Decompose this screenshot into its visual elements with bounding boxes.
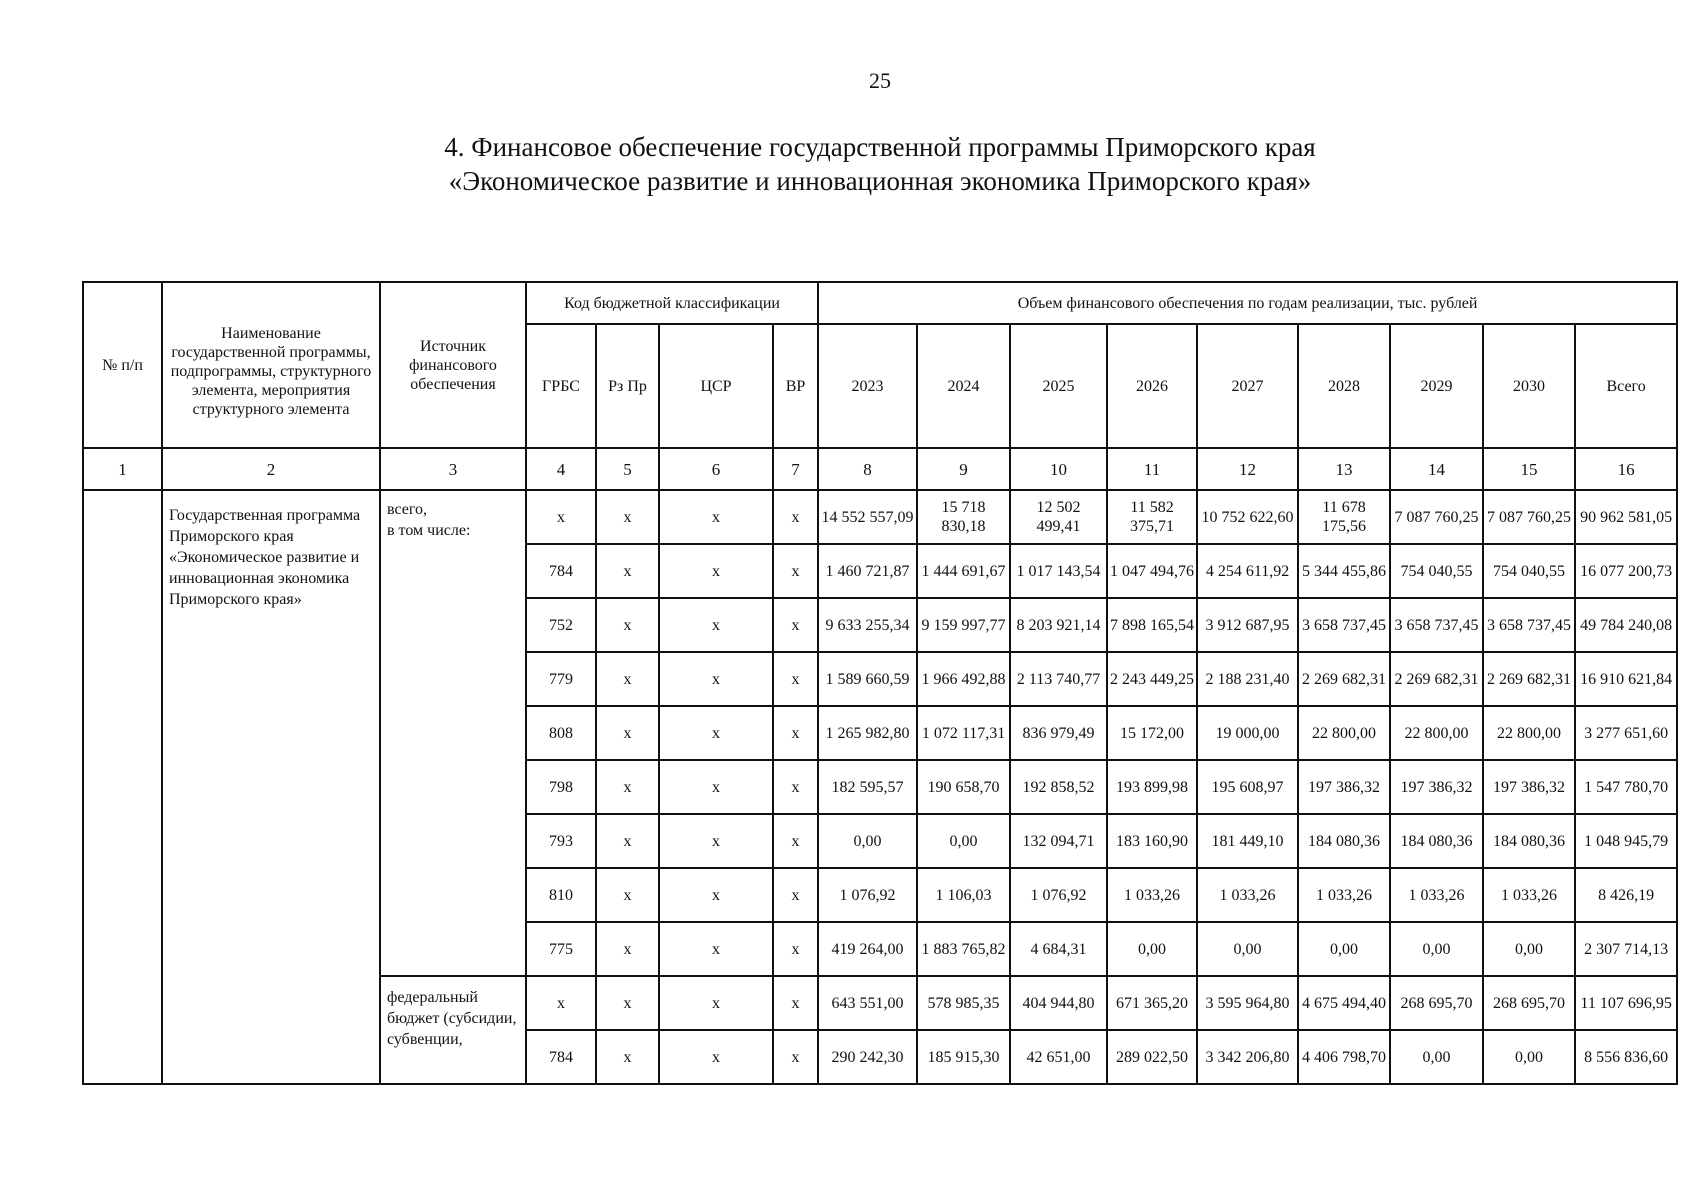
year-value-cell: 193 899,98 [1107, 760, 1197, 814]
year-value-cell: 1 106,03 [917, 868, 1010, 922]
year-value-cell: 192 858,52 [1010, 760, 1107, 814]
grbs-cell: 752 [526, 598, 596, 652]
year-value-cell: 182 595,57 [818, 760, 917, 814]
csr-cell: х [659, 1030, 773, 1084]
total-value-cell: 16 077 200,73 [1575, 544, 1677, 598]
year-value-cell: 671 365,20 [1107, 976, 1197, 1030]
header-year: 2028 [1298, 324, 1390, 448]
year-value-cell: 197 386,32 [1483, 760, 1575, 814]
year-value-cell: 268 695,70 [1390, 976, 1483, 1030]
rzpr-cell: х [596, 760, 659, 814]
grbs-cell: 808 [526, 706, 596, 760]
page-number: 25 [869, 68, 891, 93]
year-value-cell: 290 242,30 [818, 1030, 917, 1084]
csr-cell: х [659, 544, 773, 598]
csr-cell: х [659, 976, 773, 1030]
year-value-cell: 190 658,70 [917, 760, 1010, 814]
year-value-cell: 754 040,55 [1483, 544, 1575, 598]
year-value-cell: 11 678 175,56 [1298, 490, 1390, 544]
year-value-cell: 1 589 660,59 [818, 652, 917, 706]
year-value-cell: 5 344 455,86 [1298, 544, 1390, 598]
header-vr: ВР [773, 324, 818, 448]
year-value-cell: 1 265 982,80 [818, 706, 917, 760]
csr-cell: х [659, 760, 773, 814]
vr-cell: х [773, 814, 818, 868]
csr-cell: х [659, 490, 773, 544]
grbs-cell: 775 [526, 922, 596, 976]
year-value-cell: 1 017 143,54 [1010, 544, 1107, 598]
year-value-cell: 15 718 830,18 [917, 490, 1010, 544]
vr-cell: х [773, 868, 818, 922]
csr-cell: х [659, 598, 773, 652]
year-value-cell: 1 033,26 [1390, 868, 1483, 922]
header-year: 2024 [917, 324, 1010, 448]
year-value-cell: 3 342 206,80 [1197, 1030, 1298, 1084]
header-row-1 [83, 282, 1677, 324]
financing-table [82, 281, 1678, 1085]
year-value-cell: 197 386,32 [1298, 760, 1390, 814]
header-total: Всего [1575, 324, 1677, 448]
column-numbers-row [83, 448, 1677, 490]
year-value-cell: 181 449,10 [1197, 814, 1298, 868]
col-number: 1 [83, 448, 162, 490]
header-grbs: ГРБС [526, 324, 596, 448]
year-value-cell: 4 675 494,40 [1298, 976, 1390, 1030]
header-year: 2025 [1010, 324, 1107, 448]
col-number: 7 [773, 448, 818, 490]
col-number: 13 [1298, 448, 1390, 490]
col-number: 12 [1197, 448, 1298, 490]
year-value-cell: 643 551,00 [818, 976, 917, 1030]
source-federal-cell: федеральный бюджет (субсидии, субвенции, [380, 976, 526, 1084]
table-body [83, 490, 1677, 1084]
year-value-cell: 2 269 682,31 [1298, 652, 1390, 706]
year-value-cell: 3 912 687,95 [1197, 598, 1298, 652]
total-value-cell: 2 307 714,13 [1575, 922, 1677, 976]
year-value-cell: 0,00 [917, 814, 1010, 868]
total-value-cell: 16 910 621,84 [1575, 652, 1677, 706]
year-value-cell: 1 883 765,82 [917, 922, 1010, 976]
col-number: 4 [526, 448, 596, 490]
header-year: 2029 [1390, 324, 1483, 448]
year-value-cell: 404 944,80 [1010, 976, 1107, 1030]
year-value-cell: 9 159 997,77 [917, 598, 1010, 652]
header-name: Наименование государственной программы, подпрограммы, структурного элемента, мероприятия структурного элемента [162, 282, 380, 448]
col-number: 16 [1575, 448, 1677, 490]
csr-cell: х [659, 868, 773, 922]
year-value-cell: 185 915,30 [917, 1030, 1010, 1084]
csr-cell: х [659, 652, 773, 706]
total-value-cell: 1 547 780,70 [1575, 760, 1677, 814]
year-value-cell: 10 752 622,60 [1197, 490, 1298, 544]
year-value-cell: 836 979,49 [1010, 706, 1107, 760]
total-value-cell: 11 107 696,95 [1575, 976, 1677, 1030]
year-value-cell: 3 595 964,80 [1197, 976, 1298, 1030]
col-number: 3 [380, 448, 526, 490]
rzpr-cell: х [596, 652, 659, 706]
document-title [0, 130, 1697, 198]
grbs-cell: 784 [526, 544, 596, 598]
vr-cell: х [773, 544, 818, 598]
year-value-cell: 184 080,36 [1298, 814, 1390, 868]
grbs-cell: 798 [526, 760, 596, 814]
year-value-cell: 1 076,92 [1010, 868, 1107, 922]
year-value-cell: 2 269 682,31 [1483, 652, 1575, 706]
year-value-cell: 42 651,00 [1010, 1030, 1107, 1084]
total-value-cell: 49 784 240,08 [1575, 598, 1677, 652]
vr-cell: х [773, 490, 818, 544]
col-number: 9 [917, 448, 1010, 490]
financing-table-container [82, 281, 1676, 1085]
col-number: 6 [659, 448, 773, 490]
title-line-2: «Экономическое развитие и инновационная экономика Приморского края» [448, 166, 1312, 196]
year-value-cell: 0,00 [1483, 922, 1575, 976]
csr-cell: х [659, 706, 773, 760]
year-value-cell: 9 633 255,34 [818, 598, 917, 652]
year-value-cell: 11 582 375,71 [1107, 490, 1197, 544]
year-value-cell: 22 800,00 [1483, 706, 1575, 760]
year-value-cell: 1 033,26 [1483, 868, 1575, 922]
year-value-cell: 1 033,26 [1298, 868, 1390, 922]
year-value-cell: 268 695,70 [1483, 976, 1575, 1030]
rzpr-cell: х [596, 868, 659, 922]
table-row [83, 490, 1677, 544]
year-value-cell: 0,00 [1197, 922, 1298, 976]
year-value-cell: 0,00 [1107, 922, 1197, 976]
rzpr-cell: х [596, 922, 659, 976]
rzpr-cell: х [596, 598, 659, 652]
vr-cell: х [773, 922, 818, 976]
year-value-cell: 0,00 [1390, 1030, 1483, 1084]
header-year: 2030 [1483, 324, 1575, 448]
header-num: № п/п [83, 282, 162, 448]
year-value-cell: 1 033,26 [1107, 868, 1197, 922]
header-year: 2027 [1197, 324, 1298, 448]
vr-cell: х [773, 652, 818, 706]
year-value-cell: 1 966 492,88 [917, 652, 1010, 706]
col-number: 15 [1483, 448, 1575, 490]
vr-cell: х [773, 760, 818, 814]
year-value-cell: 2 188 231,40 [1197, 652, 1298, 706]
year-value-cell: 1 076,92 [818, 868, 917, 922]
row-number-cell [83, 490, 162, 1084]
csr-cell: х [659, 922, 773, 976]
year-value-cell: 3 658 737,45 [1390, 598, 1483, 652]
col-number: 5 [596, 448, 659, 490]
year-value-cell: 8 203 921,14 [1010, 598, 1107, 652]
year-value-cell: 7 087 760,25 [1483, 490, 1575, 544]
col-number: 14 [1390, 448, 1483, 490]
rzpr-cell: х [596, 976, 659, 1030]
year-value-cell: 0,00 [1483, 1030, 1575, 1084]
col-number: 8 [818, 448, 917, 490]
year-value-cell: 1 033,26 [1197, 868, 1298, 922]
year-value-cell: 184 080,36 [1390, 814, 1483, 868]
col-number: 2 [162, 448, 380, 490]
header-rzpr: Рз Пр [596, 324, 659, 448]
year-value-cell: 3 658 737,45 [1483, 598, 1575, 652]
header-csr: ЦСР [659, 324, 773, 448]
grbs-cell: 779 [526, 652, 596, 706]
year-value-cell: 183 160,90 [1107, 814, 1197, 868]
year-value-cell: 1 460 721,87 [818, 544, 917, 598]
grbs-cell: 810 [526, 868, 596, 922]
year-value-cell: 4 254 611,92 [1197, 544, 1298, 598]
header-year: 2026 [1107, 324, 1197, 448]
year-value-cell: 195 608,97 [1197, 760, 1298, 814]
rzpr-cell: х [596, 814, 659, 868]
year-value-cell: 7 087 760,25 [1390, 490, 1483, 544]
year-value-cell: 2 243 449,25 [1107, 652, 1197, 706]
rzpr-cell: х [596, 1030, 659, 1084]
grbs-cell: х [526, 490, 596, 544]
header-kbk: Код бюджетной классификации [526, 282, 818, 324]
header-year: 2023 [818, 324, 917, 448]
total-value-cell: 1 048 945,79 [1575, 814, 1677, 868]
grbs-cell: 793 [526, 814, 596, 868]
year-value-cell: 754 040,55 [1390, 544, 1483, 598]
year-value-cell: 19 000,00 [1197, 706, 1298, 760]
vr-cell: х [773, 598, 818, 652]
vr-cell: х [773, 976, 818, 1030]
year-value-cell: 22 800,00 [1298, 706, 1390, 760]
total-value-cell: 8 426,19 [1575, 868, 1677, 922]
year-value-cell: 184 080,36 [1483, 814, 1575, 868]
rzpr-cell: х [596, 490, 659, 544]
total-value-cell: 3 277 651,60 [1575, 706, 1677, 760]
year-value-cell: 0,00 [818, 814, 917, 868]
year-value-cell: 14 552 557,09 [818, 490, 917, 544]
year-value-cell: 0,00 [1390, 922, 1483, 976]
header-source: Источник финансового обеспечения [380, 282, 526, 448]
col-number: 11 [1107, 448, 1197, 490]
year-value-cell: 1 072 117,31 [917, 706, 1010, 760]
vr-cell: х [773, 1030, 818, 1084]
year-value-cell: 197 386,32 [1390, 760, 1483, 814]
source-all-cell: всего, в том числе: [380, 490, 526, 976]
grbs-cell: 784 [526, 1030, 596, 1084]
year-value-cell: 419 264,00 [818, 922, 917, 976]
year-value-cell: 4 684,31 [1010, 922, 1107, 976]
year-value-cell: 0,00 [1298, 922, 1390, 976]
year-value-cell: 2 269 682,31 [1390, 652, 1483, 706]
vr-cell: х [773, 706, 818, 760]
year-value-cell: 12 502 499,41 [1010, 490, 1107, 544]
year-value-cell: 4 406 798,70 [1298, 1030, 1390, 1084]
rzpr-cell: х [596, 544, 659, 598]
header-volume: Объем финансового обеспечения по годам реализации, тыс. рублей [818, 282, 1677, 324]
total-value-cell: 90 962 581,05 [1575, 490, 1677, 544]
program-name-cell: Государственная программа Приморского края «Экономическое развитие и инновационная экономика Приморского края» [162, 490, 380, 1084]
year-value-cell: 3 658 737,45 [1298, 598, 1390, 652]
col-number: 10 [1010, 448, 1107, 490]
year-value-cell: 1 444 691,67 [917, 544, 1010, 598]
total-value-cell: 8 556 836,60 [1575, 1030, 1677, 1084]
csr-cell: х [659, 814, 773, 868]
year-value-cell: 2 113 740,77 [1010, 652, 1107, 706]
year-value-cell: 289 022,50 [1107, 1030, 1197, 1084]
rzpr-cell: х [596, 706, 659, 760]
title-line-1: 4. Финансовое обеспечение государственной программы Приморского края [444, 132, 1316, 162]
year-value-cell: 15 172,00 [1107, 706, 1197, 760]
year-value-cell: 7 898 165,54 [1107, 598, 1197, 652]
year-value-cell: 22 800,00 [1390, 706, 1483, 760]
year-value-cell: 578 985,35 [917, 976, 1010, 1030]
grbs-cell: х [526, 976, 596, 1030]
year-value-cell: 1 047 494,76 [1107, 544, 1197, 598]
year-value-cell: 132 094,71 [1010, 814, 1107, 868]
